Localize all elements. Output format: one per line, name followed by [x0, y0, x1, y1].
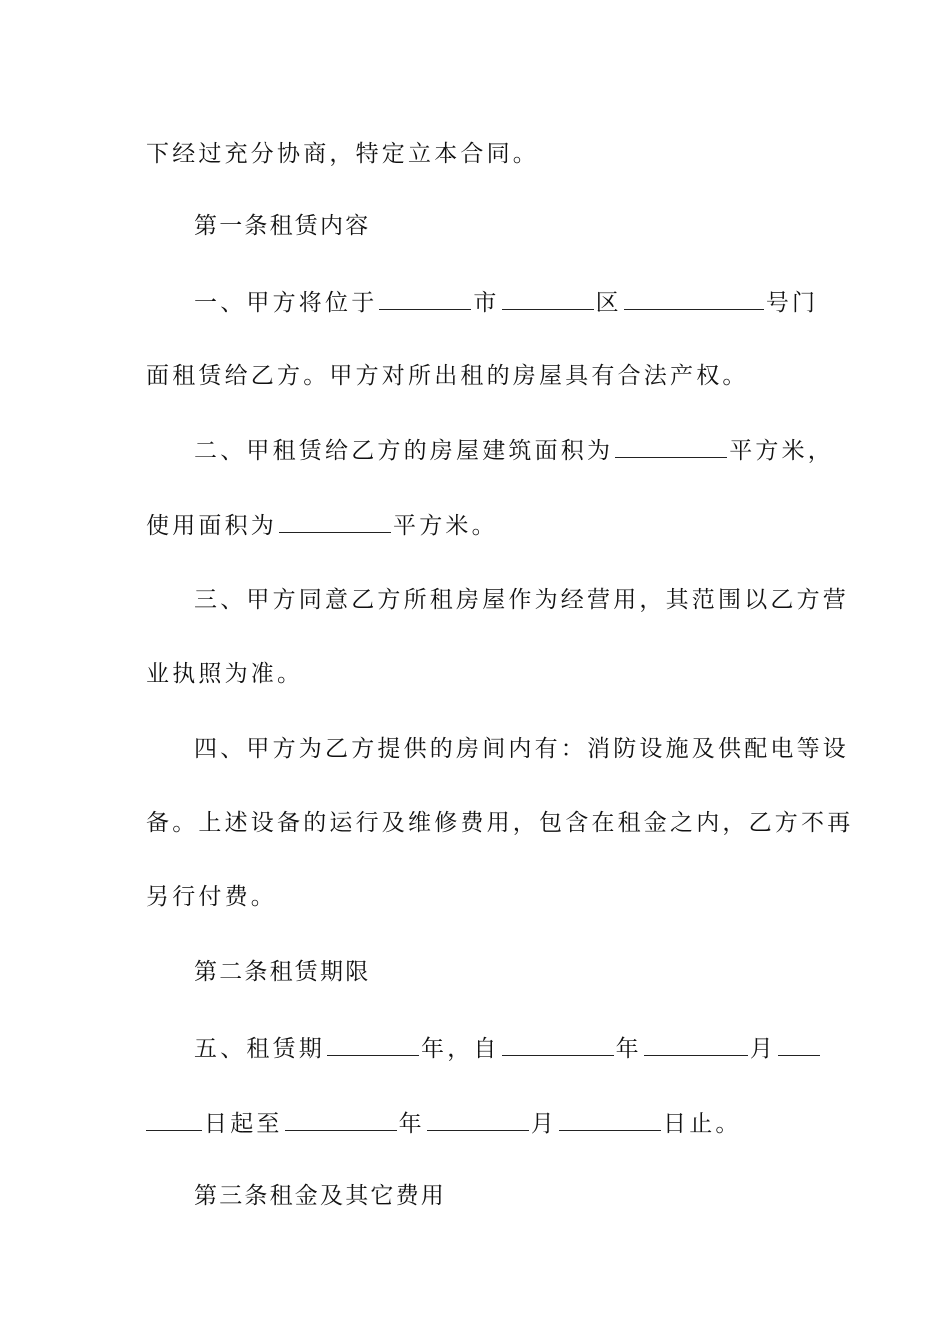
text-span: 号门: [765, 290, 819, 316]
fill-in-blank[interactable]: [502, 1033, 614, 1056]
paragraph-line: [146, 139, 539, 169]
text-span: 三、甲方同意乙方所租房屋作为经营用，其范围以乙方营: [194, 587, 849, 613]
fill-in-blank[interactable]: [327, 1033, 419, 1056]
text-span: 备。上述设备的运行及维修费用，包含在租金之内，乙方不再: [146, 810, 854, 836]
fill-in-blank[interactable]: [559, 1108, 661, 1131]
section-heading: [194, 957, 370, 987]
section-heading: [194, 1181, 446, 1211]
fill-in-blank[interactable]: [285, 1108, 397, 1131]
text-span: 月: [530, 1111, 558, 1137]
paragraph-line: [194, 1033, 822, 1064]
paragraph-line: [194, 585, 849, 615]
paragraph-line: [146, 659, 303, 689]
paragraph-line: [146, 510, 498, 541]
text-span: 使用面积为: [146, 513, 277, 539]
section-heading: [194, 211, 370, 241]
text-span: 日起至: [204, 1111, 283, 1137]
fill-in-blank[interactable]: [279, 510, 391, 533]
paragraph-line: [194, 734, 849, 764]
text-span: 四、甲方为乙方提供的房间内有：消防设施及供配电等设: [194, 736, 849, 762]
text-span: 下经过充分协商，特定立本合同。: [146, 141, 539, 167]
text-span: 五、租赁期: [194, 1036, 325, 1062]
fill-in-blank[interactable]: [644, 1033, 748, 1056]
text-span: 一、甲方将位于: [194, 290, 378, 316]
fill-in-blank[interactable]: [615, 435, 727, 458]
paragraph-line: [146, 882, 277, 912]
paragraph-line: [194, 287, 818, 318]
fill-in-blank[interactable]: [146, 1108, 202, 1131]
text-span: 平方米，: [729, 438, 835, 464]
text-span: 第二条租赁期限: [194, 959, 371, 985]
paragraph-line: [146, 1108, 742, 1139]
text-span: 年: [398, 1111, 425, 1137]
text-span: 第一条租赁内容: [194, 213, 371, 239]
fill-in-blank[interactable]: [778, 1033, 820, 1056]
text-span: 年: [615, 1036, 642, 1062]
text-span: 年，自: [421, 1036, 500, 1062]
paragraph-line: [146, 361, 749, 391]
paragraph-line: [146, 808, 853, 838]
text-span: 面租赁给乙方。甲方对所出租的房屋具有合法产权。: [146, 363, 749, 389]
text-span: 市: [473, 290, 500, 316]
fill-in-blank[interactable]: [427, 1108, 529, 1131]
fill-in-blank[interactable]: [502, 287, 594, 310]
text-span: 平方米。: [393, 513, 498, 539]
text-span: 月: [749, 1036, 777, 1062]
fill-in-blank[interactable]: [624, 287, 764, 310]
text-span: 二、甲租赁给乙方的房屋建筑面积为: [194, 438, 614, 464]
text-span: 区: [595, 290, 622, 316]
text-span: 第三条租金及其它费用: [194, 1183, 446, 1209]
text-span: 日止。: [663, 1111, 742, 1137]
text-span: 另行付费。: [146, 884, 277, 910]
fill-in-blank[interactable]: [379, 287, 471, 310]
text-span: 业执照为准。: [146, 661, 304, 687]
paragraph-line: [194, 435, 834, 466]
